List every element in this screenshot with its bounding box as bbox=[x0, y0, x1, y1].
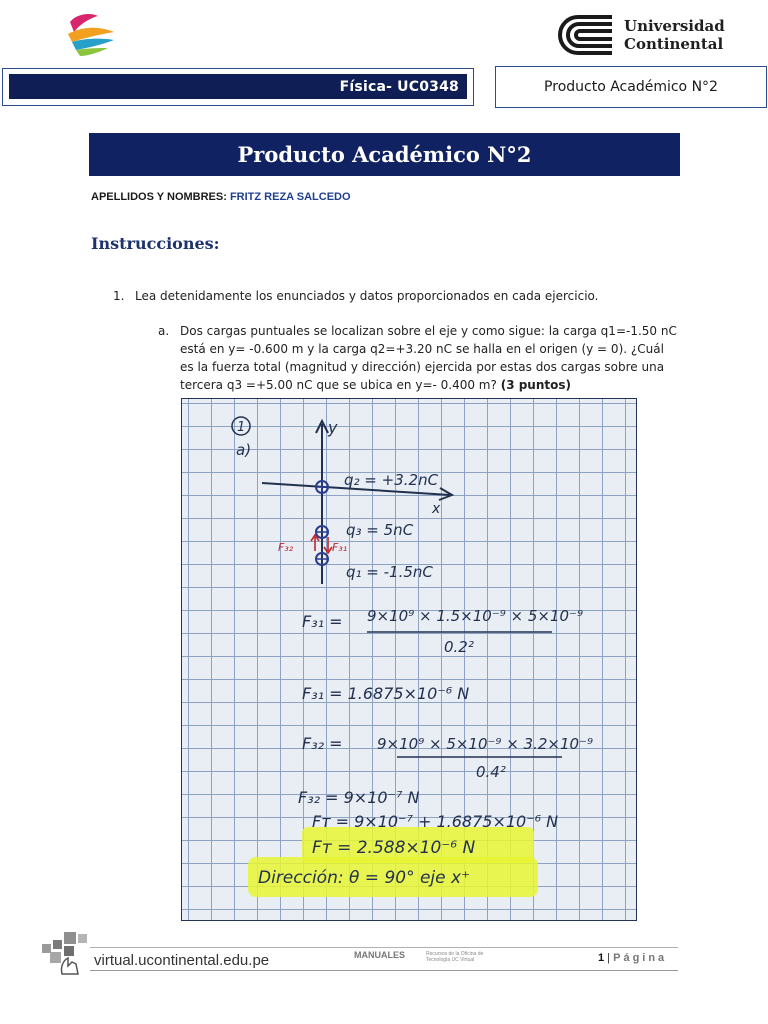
eq3-denominator: 0.4² bbox=[476, 763, 506, 781]
manuales-note: Recursos de la Oficina de Tecnología UC Virtual bbox=[426, 951, 484, 963]
footer-divider-top bbox=[90, 947, 678, 948]
student-name: FRITZ REZA SALCEDO bbox=[229, 191, 351, 203]
instruction-item-1 bbox=[113, 289, 599, 303]
q3-label: q₃ = 5nC bbox=[346, 521, 414, 539]
student-name-line bbox=[91, 191, 351, 203]
footer-site-link[interactable]: virtual.ucontinental.edu.pe bbox=[94, 952, 270, 969]
uc-mark-icon bbox=[556, 13, 616, 57]
part-label: a) bbox=[236, 441, 252, 459]
instructions-heading: Instrucciones: bbox=[91, 234, 220, 253]
exercise-points: (3 puntos) bbox=[500, 378, 571, 392]
title-banner bbox=[89, 133, 680, 176]
university-name-line2: Continental bbox=[624, 35, 724, 53]
product-tab-label: Producto Académico N°2 bbox=[544, 79, 718, 95]
eq2: F₃₁ = 1.6875×10⁻⁶ N bbox=[302, 684, 470, 703]
product-tab bbox=[495, 66, 767, 108]
eq3-numerator: 9×10⁹ × 5×10⁻⁹ × 3.2×10⁻⁹ bbox=[377, 735, 593, 753]
institution-logo bbox=[66, 12, 118, 56]
eq6: Fт = 2.588×10⁻⁶ N bbox=[312, 838, 476, 858]
eq5: Fт = 9×10⁻⁷ + 1.6875×10⁻⁶ N bbox=[312, 812, 559, 831]
virtual-hand-icon bbox=[38, 930, 90, 976]
eq1-denominator: 0.2² bbox=[444, 638, 474, 656]
eq4: F₃₂ = 9×10⁻⁷ N bbox=[298, 788, 420, 807]
manuales-digitales-logo bbox=[354, 950, 484, 970]
university-name-line1: Universidad bbox=[624, 17, 725, 35]
footer-divider-bottom bbox=[90, 970, 678, 971]
student-label: APELLIDOS Y NOMBRES: bbox=[91, 191, 227, 203]
x-axis-label: x bbox=[432, 501, 441, 517]
course-code: Física- UC0348 bbox=[339, 78, 459, 95]
item-text: Lea detenidamente los enunciados y datos proporcionados en cada ejercicio. bbox=[135, 289, 599, 303]
exercise-a bbox=[158, 322, 678, 394]
manuales-label: MANUALES bbox=[354, 950, 405, 960]
eq1-numerator: 9×10⁹ × 1.5×10⁻⁹ × 5×10⁻⁹ bbox=[367, 607, 583, 625]
exercise-text: Dos cargas puntuales se localizan sobre el eje y como sigue: la carga q1=-1.50 nC está en y= -0.600 m y la carga q2=+3.20 nC se halla en el origen (y = 0). ¿Cuál es la fuerza total (magnitud y dirección) ejercida por estas dos cargas sobre una tercera q3 =+5.00 nC que se ubica en y=- 0.400 m? bbox=[180, 324, 677, 392]
item-number: 1. bbox=[113, 289, 125, 303]
page-title: Producto Académico N°2 bbox=[237, 142, 532, 167]
eq7: Dirección: θ = 90° eje x⁺ bbox=[258, 868, 471, 888]
page-number-value: 1 bbox=[598, 952, 605, 964]
universidad-continental-logo bbox=[556, 12, 726, 58]
f31-label: F₃₁ bbox=[332, 541, 348, 554]
problem-number: 1 bbox=[237, 420, 246, 435]
y-axis-label: y bbox=[328, 418, 338, 437]
q2-label: q₂ = +3.2nC bbox=[344, 471, 439, 489]
course-bar bbox=[2, 68, 474, 106]
exercise-letter: a. bbox=[158, 324, 170, 338]
page-number: 1 | Página bbox=[598, 952, 668, 964]
eq3-lhs: F₃₂ = bbox=[302, 734, 343, 753]
eq1-lhs: F₃₁ = bbox=[302, 612, 343, 631]
f32-label: F₃₂ bbox=[278, 541, 294, 554]
handwritten-solution-photo bbox=[181, 398, 637, 921]
q1-label: q₁ = -1.5nC bbox=[346, 563, 433, 581]
page-word: Página bbox=[613, 952, 668, 964]
